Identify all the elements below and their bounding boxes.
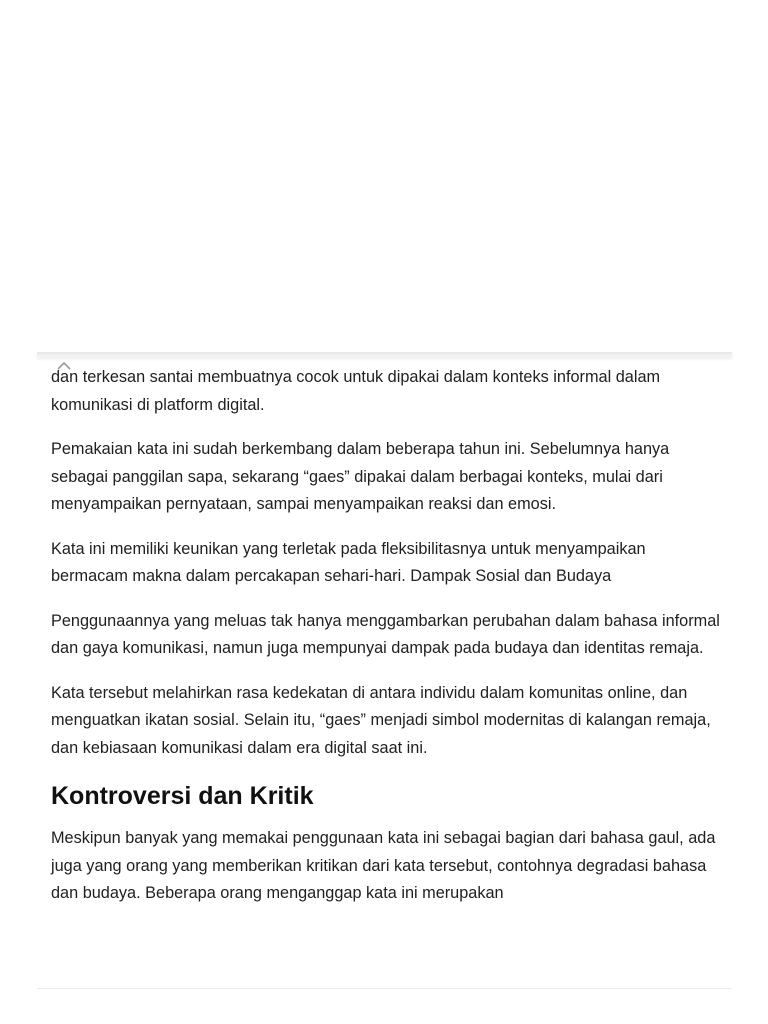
bottom-divider bbox=[37, 988, 732, 989]
section-heading: Kontroversi dan Kritik bbox=[51, 782, 314, 810]
paragraph-1: dan terkesan santai membuatnya cocok untuk dipakai dalam konteks informal dalam komunikasi di platform digital. bbox=[51, 368, 661, 414]
paragraph-3: Kata ini memiliki keunikan yang terletak pada fleksibilitasnya untuk menyampaikan bermacam makna dalam percakapan sehari-hari. Dampak Sosial dan Budaya bbox=[51, 539, 646, 585]
paragraph-2: Pemakaian kata ini sudah berkembang dalam beberapa tahun ini. Sebelumnya hanya sebagai panggilan sapa, sekarang “gaes” dipakai dalam berbagai konteks, mulai dari menyampaikan pernyataan, sampai menyampaikan reaksi dan emosi. bbox=[51, 440, 670, 513]
article-body bbox=[51, 364, 721, 925]
paragraph-5: Kata tersebut melahirkan rasa kedekatan di antara individu dalam komunitas online, dan menguatkan ikatan sosial. Selain itu, “gaes” menjadi simbol modernitas di kalangan remaja, dan kebiasaan komunikasi dalam era digital saat ini. bbox=[51, 683, 711, 757]
paragraph-6: Meskipun banyak yang memakai penggunaan kata ini sebagai bagian dari bahasa gaul, ada juga yang orang yang memberikan kritikan dari kata tersebut, contohnya degradasi bahasa dan budaya. Beberapa orang menganggap kata ini merupakan bbox=[51, 829, 716, 902]
ad-placeholder bbox=[0, 0, 768, 352]
paragraph-4: Penggunaannya yang meluas tak hanya menggambarkan perubahan dalam bahasa informal dan gaya komunikasi, namun juga mempunyai dampak pada budaya dan identitas remaja. bbox=[51, 611, 720, 657]
sticky-header-shadow bbox=[37, 352, 732, 357]
